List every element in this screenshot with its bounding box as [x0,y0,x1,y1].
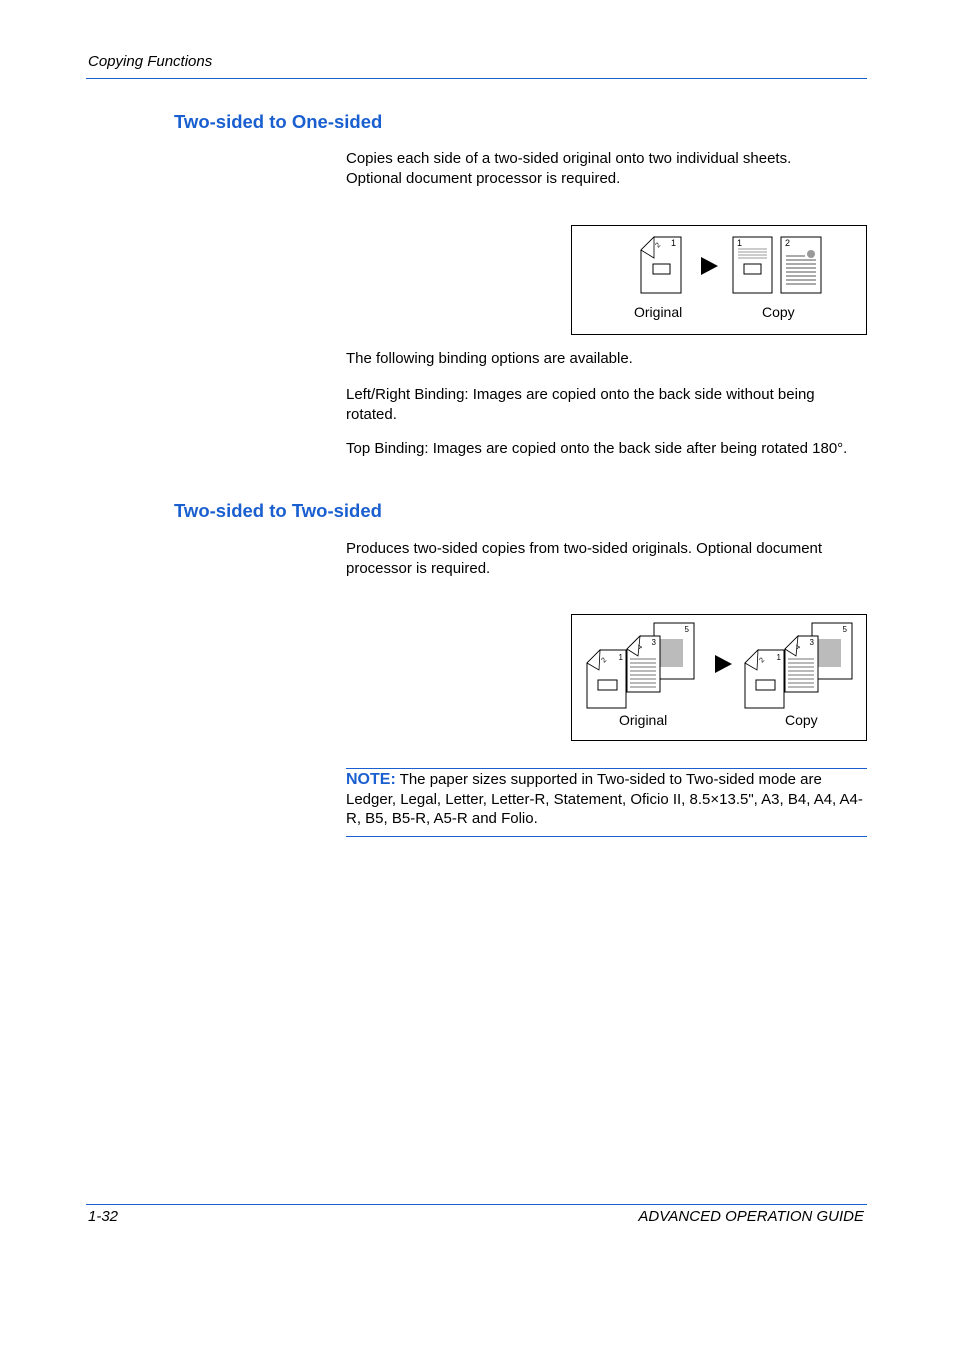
copy-page-2-icon [781,237,821,293]
section1-intro-line2: Optional document processor is required. [346,169,621,187]
section1-intro [346,149,866,188]
note-box [346,770,867,829]
figure-two-to-two [571,614,867,741]
note-top-rule [346,768,867,769]
figure2-original-label: Original [619,712,668,728]
page-number: 3 [809,638,814,647]
page-number: 1 [737,238,743,248]
figure-two-to-one [571,225,867,335]
header-section-title: Copying Functions [88,53,213,70]
svg-text:2: 2 [654,241,663,250]
figure1-copy-label: Copy [762,304,795,320]
footer-rule [86,1204,867,1205]
section2-intro: Produces two-sided copies from two-sided originals. Optional document processor is required. [346,540,823,577]
page-number: 3 [651,638,656,647]
page-number: 2 [785,238,791,248]
original-stack-icon [587,623,694,708]
note-text: The paper sizes supported in Two-sided to Two-sided mode are Ledger, Legal, Letter, Letter-R, Statement, Oficio II, 8.5×13.5", A3, B4, A4, A4-R, B5, B5-R, A5-R and Folio. [346,771,863,827]
footer-page-number: 1-32 [88,1208,119,1225]
page-number: 2 [600,656,609,665]
section-title-two-to-two: Two-sided to Two-sided [174,500,382,521]
page-number: 1 [670,238,676,248]
page-number: 2 [758,656,767,665]
section1-intro-line1: Copies each side of a two-sided original onto two individual sheets. [346,150,792,167]
binding-top: Top Binding: Images are copied onto the back side after being rotated 180°. [346,440,848,457]
figure2-copy-label: Copy [785,712,818,728]
figure-two-to-one-illustration [572,226,866,334]
figure1-original-label: Original [634,304,683,320]
page-number: 1 [776,653,781,662]
page-number: 4 [794,643,803,652]
footer-guide-title: ADVANCED OPERATION GUIDE [638,1208,864,1225]
section-title-two-to-one: Two-sided to One-sided [174,111,383,132]
page-number: 1 [618,653,623,662]
page-number: 5 [842,625,847,634]
arrow-icon [701,257,718,275]
binding-leftright: Left/Right Binding: Images are copied onto the back side without being rotated. [346,386,815,423]
copy-stack-icon [745,623,852,708]
copy-page-1-icon [733,237,772,293]
page-number: 5 [684,625,689,634]
original-page-icon [641,237,681,293]
page-number: 4 [636,643,645,652]
arrow-icon [715,655,732,673]
header-rule [86,78,867,79]
binding-intro: The following binding options are available. [346,350,633,367]
note-label: NOTE: [346,771,396,788]
note-bottom-rule [346,836,867,837]
figure-two-to-two-illustration [572,615,866,740]
